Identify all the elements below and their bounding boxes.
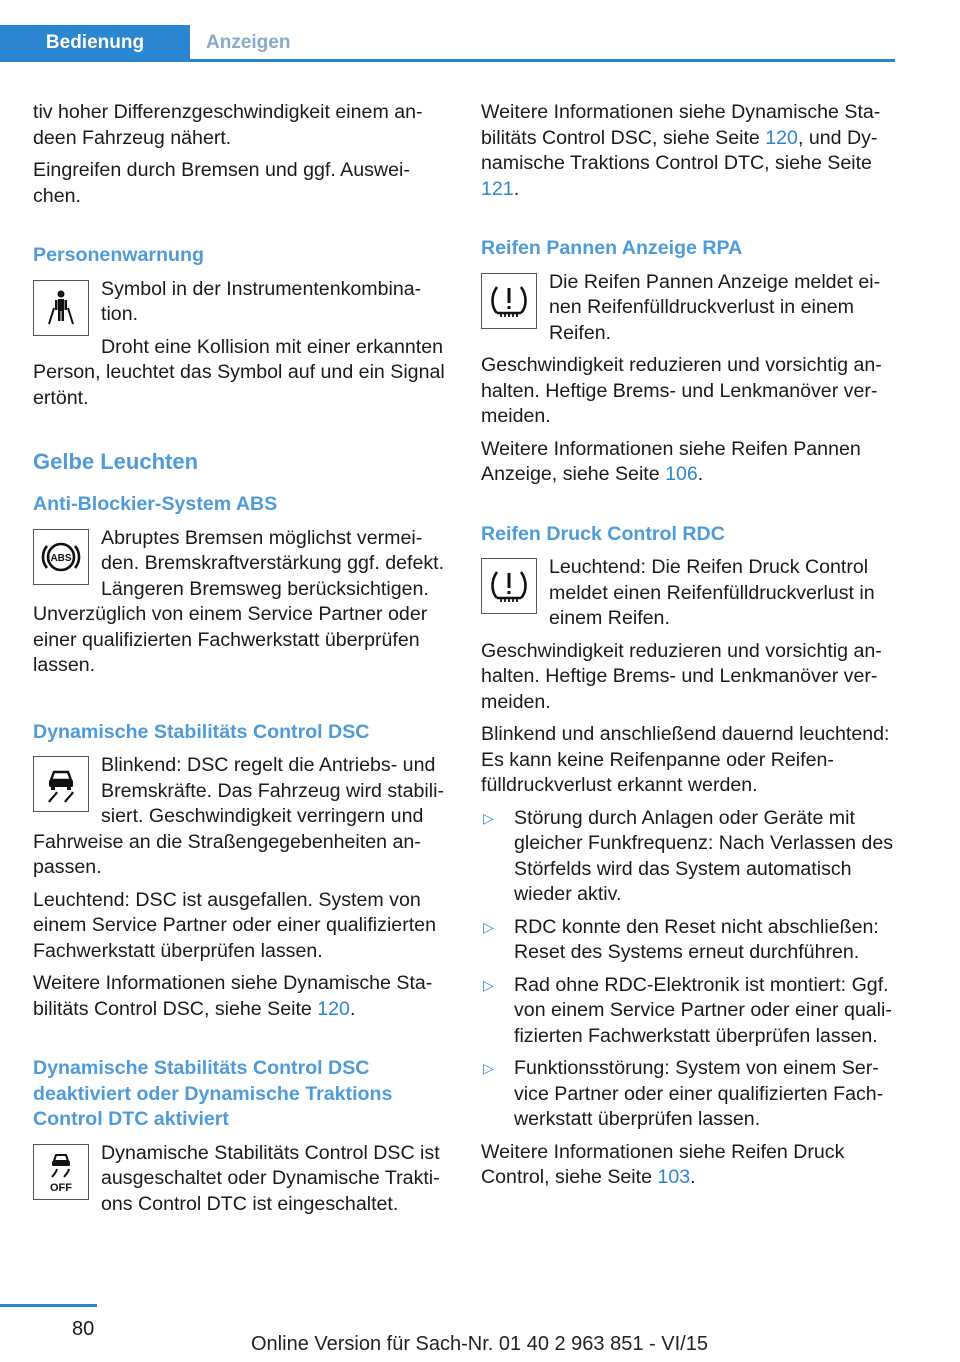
rpa-block — [481, 270, 896, 354]
svg-text:OFF: OFF — [50, 1181, 72, 1194]
paragraph: Blinkend: DSC regelt die Antriebs- und Bremskräfte. Das Fahrzeug wird stabilisiert. Geschwindigkeit verringern und Fahrweise an die Straßengegebenheiten anpassen. — [33, 754, 445, 878]
tab-anzeigen[interactable]: Anzeigen — [190, 25, 306, 61]
list-item — [481, 806, 896, 908]
triangle-bullet-icon: ▷ — [483, 976, 494, 993]
paragraph: Leuchtend: Die Reifen Druck Control meldet einen Reifenfülldruckverlust in einem Reifen. — [549, 556, 875, 629]
heading-rdc: Reifen Druck Control RDC — [481, 522, 725, 545]
paragraph: Droht eine Kollision mit einer erkannten Person, leuchtet das Symbol auf und ein Signal ertönt. — [33, 335, 445, 409]
paragraph: Blinkend und anschließend dauernd leuchtend: Es kann keine Reifenpanne oder Reifenfülldruckverlust erkannt werden. — [481, 723, 890, 796]
text: . — [349, 997, 356, 1020]
triangle-bullet-icon: ▷ — [483, 918, 494, 935]
paragraph: Eingreifen durch Bremsen und ggf. Ausweichen. — [33, 159, 410, 207]
right-column — [481, 100, 896, 1198]
heading-abs: Anti-Blockier-System ABS — [33, 493, 278, 515]
abs-block — [33, 526, 448, 686]
text: . — [513, 177, 520, 200]
pedestrian-warning-icon — [33, 280, 89, 336]
paragraph: Symbol in der Instrumentenkombination. — [101, 277, 422, 325]
tire-warning-icon — [481, 273, 537, 329]
paragraph: tiv hoher Differenzgeschwindigkeit einem andeen Fahrzeug nähert. — [33, 101, 423, 149]
tire-pressure-icon — [481, 558, 537, 614]
page-link[interactable]: 120 — [765, 126, 798, 149]
text: Weitere Informationen siehe Reifen Druck Control, siehe Seite — [481, 1140, 845, 1188]
heading-personenwarnung: Personenwarnung — [33, 244, 204, 266]
heading-gelbe-leuchten: Gelbe Leuchten — [33, 449, 199, 474]
text: , und Dynamische Traktions Control DTC, siehe Seite — [481, 126, 878, 174]
paragraph: Abruptes Bremsen möglichst vermeiden. Bremskraftverstärkung ggf. defekt. Längeren Bremsweg berücksichtigen. Unverzüglich von einem Service Partner oder einer qualifizierten Fachwerkstatt überprüfen lassen. — [33, 526, 445, 676]
paragraph: Geschwindigkeit reduzieren und vorsichtig anhalten. Heftige Brems- und Lenkmanöver vermeiden. — [481, 639, 882, 713]
svg-text:ABS: ABS — [50, 552, 72, 564]
list-item-text: RDC konnte den Reset nicht abschließen: Reset des Systems erneut durchführen. — [514, 915, 879, 963]
list-item-text: Rad ohne RDC-Elektronik ist montiert: Ggf. von einem Service Partner oder einer qualifizierten Fachwerkstatt überprüfen lassen. — [514, 973, 892, 1047]
footer-rule — [0, 1304, 97, 1307]
heading-rpa: Reifen Pannen Anzeige RPA — [481, 237, 743, 259]
paragraph: Leuchtend: DSC ist ausgefallen. System von einem Service Partner oder einer qualifizierten Fachwerkstatt überprüfen lassen. — [33, 888, 436, 962]
triangle-bullet-icon: ▷ — [483, 1060, 494, 1076]
paragraph — [481, 1140, 896, 1191]
list-item — [481, 973, 896, 1050]
paragraph — [481, 100, 896, 202]
list-item — [481, 1056, 896, 1133]
left-column — [33, 100, 448, 1224]
page-link[interactable]: 120 — [317, 997, 350, 1020]
personenwarnung-block — [33, 277, 448, 419]
paragraph — [33, 971, 448, 1022]
text: Weitere Informationen siehe Dynamische Stabilitäts Control DSC, siehe Seite — [481, 101, 881, 149]
paragraph: Die Reifen Pannen Anzeige meldet einen Reifenfülldruckverlust in einem Reifen. — [549, 270, 881, 344]
paragraph: Geschwindigkeit reduzieren und vorsichtig anhalten. Heftige Brems- und Lenkmanöver vermeiden. — [481, 354, 882, 427]
page-link[interactable]: 103 — [657, 1166, 691, 1188]
dsc-car-skid-icon — [33, 756, 89, 812]
page-link[interactable]: 121 — [481, 177, 514, 200]
footer-version-text: Online Version für Sach-Nr. 01 40 2 963 851 - VI/15 — [251, 1333, 708, 1355]
list-item — [481, 915, 896, 966]
rdc-bullet-list — [481, 806, 896, 1133]
paragraph: Dynamische Stabilitäts Control DSC ist ausgeschaltet oder Dynamische Traktions Control DTC ist eingeschaltet. — [101, 1141, 440, 1215]
page-link[interactable]: 106 — [665, 463, 698, 485]
dsc-off-icon — [33, 1144, 89, 1200]
heading-dsc: Dynamische Stabilitäts Control DSC — [33, 720, 370, 743]
heading-dsc-off: Dynamische Stabilitäts Control DSC deaktiviert oder Dynamische Traktions Control DTC aktiviert — [33, 1057, 393, 1130]
text: Weitere Informationen siehe Reifen Pannen Anzeige, siehe Seite — [481, 437, 861, 485]
text: Weitere Informationen siehe Dynamische Stabilitäts Control DSC, siehe Seite — [33, 972, 433, 1020]
triangle-bullet-icon: ▷ — [483, 809, 494, 826]
list-item-text: Störung durch Anlagen oder Geräte mit gleicher Funkfrequenz: Nach Verlassen des Störfelds wird das System automatisch wieder aktiv. — [514, 806, 894, 905]
list-item-text: Funktionsstörung: System von einem Service Partner oder einer qualifizierten Fachwerkstatt überprüfen lassen. — [514, 1057, 884, 1130]
dsc-off-block — [33, 1141, 448, 1225]
paragraph — [481, 437, 896, 488]
page-number: 80 — [72, 1318, 95, 1340]
header-tabs — [0, 25, 306, 61]
abs-icon — [33, 529, 89, 585]
dsc-block — [33, 753, 448, 888]
text: . — [697, 463, 704, 485]
tab-bedienung[interactable]: Bedienung — [0, 25, 190, 61]
text: . — [690, 1166, 696, 1188]
header-rule — [0, 59, 895, 62]
rdc-block — [481, 555, 896, 639]
